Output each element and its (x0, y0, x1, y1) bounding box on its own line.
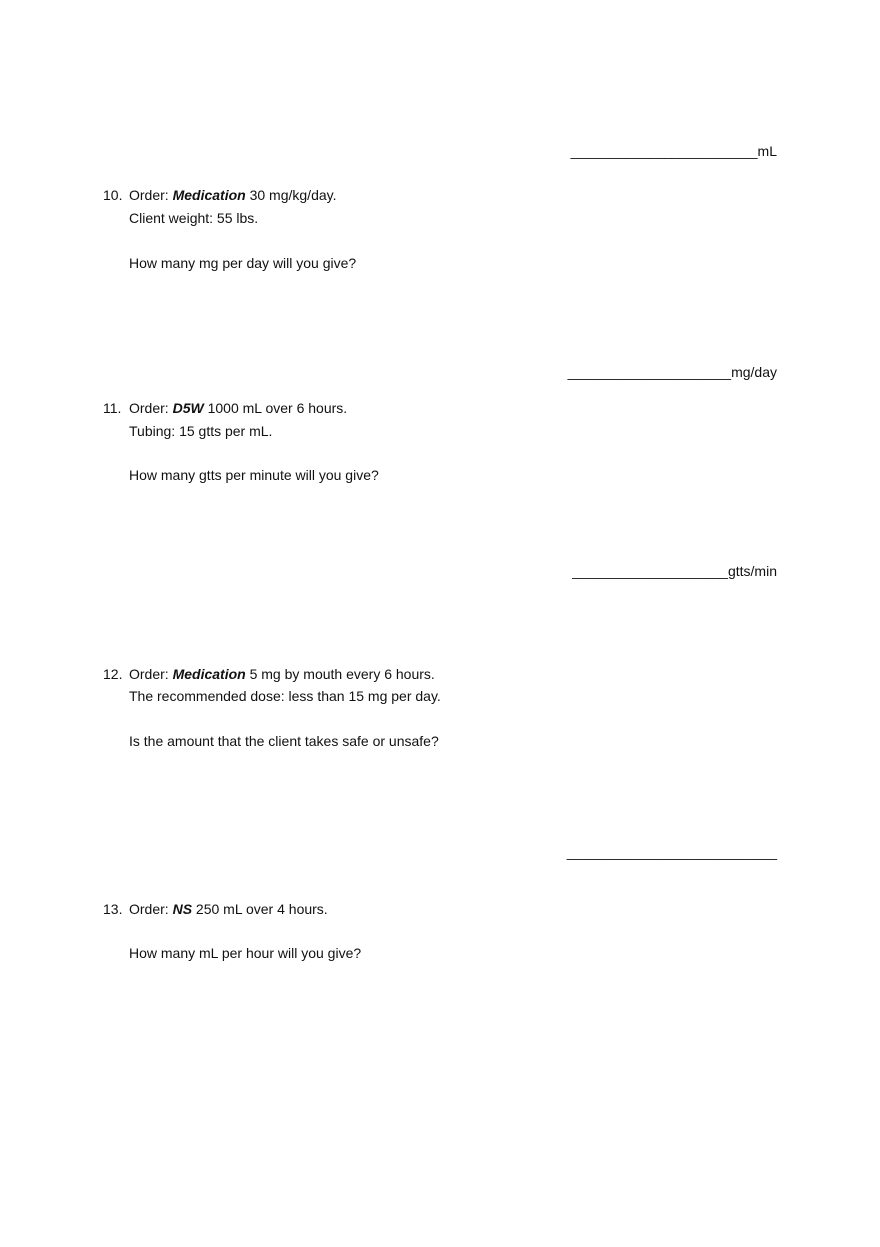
answer-line-mg-day[interactable]: _____________________mg/day (567, 364, 777, 380)
order-details: 5 mg by mouth every 6 hours. (245, 666, 435, 682)
question-13-prompt: How many mL per hour will you give? (129, 945, 362, 961)
drug-name: Medication (172, 666, 246, 682)
answer-line-safe-unsafe[interactable]: ___________________________ (566, 844, 777, 860)
drug-name: D5W (172, 400, 204, 416)
question-11-order (129, 399, 347, 417)
answer-line-gtts-min[interactable]: ____________________gtts/min (572, 563, 777, 579)
drug-name: NS (172, 901, 193, 917)
order-details: 30 mg/kg/day. (245, 187, 337, 203)
question-11-number: 11. (103, 400, 122, 416)
order-details: 1000 mL over 6 hours. (203, 400, 348, 416)
drug-name: Medication (172, 187, 246, 203)
order-label: Order: (129, 187, 169, 203)
question-12-prompt: Is the amount that the client takes safe or unsafe? (129, 733, 439, 749)
question-10-order (129, 186, 337, 204)
question-10-prompt: How many mg per day will you give? (129, 255, 357, 271)
question-12-order (129, 665, 435, 683)
question-13-number: 13. (103, 901, 123, 917)
question-12-number: 12. (103, 666, 123, 682)
question-10-detail: Client weight: 55 lbs. (129, 210, 259, 226)
question-10-number: 10. (103, 187, 123, 203)
order-label: Order: (129, 901, 169, 917)
answer-line-ml[interactable]: ________________________mL (570, 143, 777, 159)
question-12-detail: The recommended dose: less than 15 mg per day. (129, 688, 441, 704)
question-11-detail: Tubing: 15 gtts per mL. (129, 423, 273, 439)
order-details: 250 mL over 4 hours. (192, 901, 328, 917)
order-label: Order: (129, 666, 169, 682)
question-13-order (129, 900, 328, 918)
order-label: Order: (129, 400, 169, 416)
question-11-prompt: How many gtts per minute will you give? (129, 467, 379, 483)
